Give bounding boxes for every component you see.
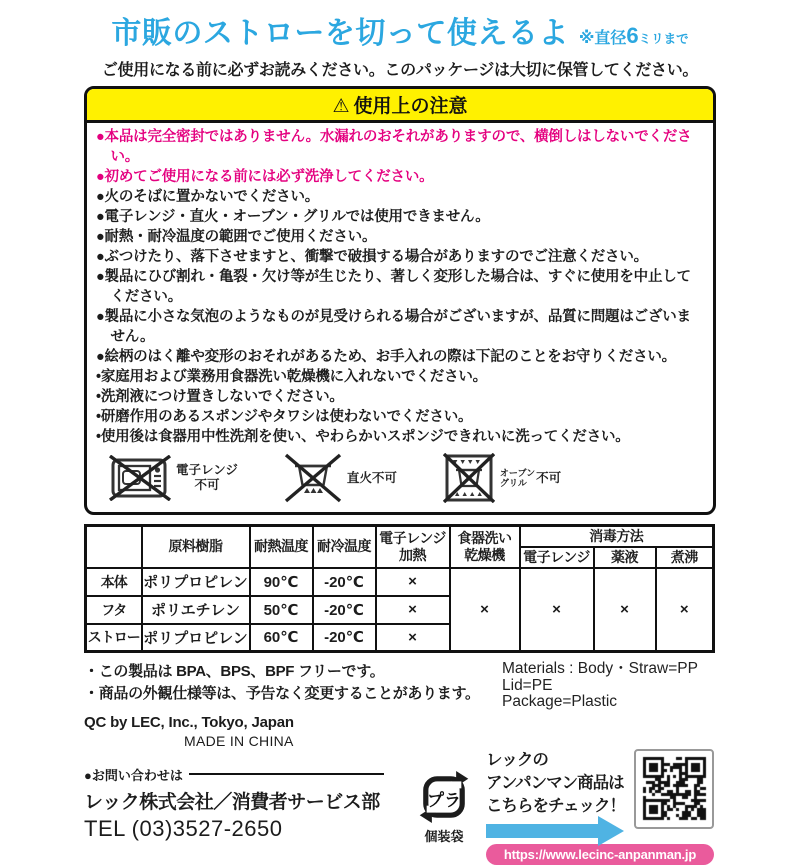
oven-grill-prohibited-label: オーブン グリル 不可 (499, 467, 562, 488)
cell-cold: -20℃ (313, 624, 376, 652)
note-item: ・商品の外観仕様等は、予告なく変更することがあります。 (84, 684, 480, 702)
cell-microwave-heat: × (376, 596, 450, 624)
col-header-cold: 耐冷温度 (313, 526, 376, 568)
caution-item: ●ぶつけたり、落下させますと、衝撃で破損する場合がありますのでご注意ください。 (96, 249, 648, 265)
caution-item: ●初めてご使用になる前には必ず洗浄してください。 (96, 169, 434, 185)
cell-heat: 60℃ (250, 624, 313, 652)
made-in-line: MADE IN CHINA (184, 732, 294, 749)
col-header-disinfection: 消毒方法 (520, 526, 714, 547)
phone-number: TEL (03)3527-2650 (84, 815, 283, 841)
notes-row (84, 661, 716, 711)
cell-heat: 90℃ (250, 568, 313, 596)
diameter-note-pre: ※直径 (578, 30, 627, 47)
diameter-note-unit: ミリまで (638, 32, 689, 46)
caution-list (87, 127, 713, 447)
plastic-recycle-icon (418, 771, 470, 823)
cell-disinfect-microwave: × (520, 568, 594, 652)
promo-line: こちらをチェック！ (486, 796, 626, 815)
caution-title-text: 使用上の注意 (353, 96, 468, 117)
spec-row-body (86, 568, 714, 596)
origin-info (84, 714, 716, 749)
cell-material: ポリエチレン (142, 596, 250, 624)
contact-block (84, 765, 384, 842)
microwave-prohibited-label: 電子レンジ 不可 (176, 463, 238, 492)
header-area (84, 8, 716, 52)
recycle-material-label: プラ (427, 790, 461, 810)
caution-item: ●火のそばに置かないでください。 (96, 189, 320, 205)
caution-item: ●絵柄のはく離や変形のおそれがあるため、お手入れの際は下記のことをお守りください。 (96, 349, 676, 365)
caution-subitem: •家庭用および業務用食器洗い乾燥機に入れないでください。 (96, 369, 487, 385)
materials-info (502, 661, 698, 711)
caution-item: ●製品にひび割れ・亀裂・欠け等が生じたり、著しく変形した場合は、すぐに使用を中止してください。 (96, 269, 691, 305)
caution-box-title (87, 89, 713, 123)
row-label-lid: フタ (86, 596, 142, 624)
caution-subitem: •使用後は食器用中性洗剤を使い、やわらかいスポンジできれいに洗ってください。 (96, 429, 630, 445)
materials-line: Lid=PE (502, 676, 553, 694)
col-header-microwave-heating: 電子レンジ 加熱 (376, 526, 450, 568)
microwave-prohibited (109, 455, 238, 501)
product-notes (84, 661, 502, 711)
package-type-label: 個装袋 (424, 828, 464, 844)
qc-line: QC by LEC, Inc., Tokyo, Japan (84, 713, 294, 731)
contact-heading-row (84, 765, 384, 784)
cell-disinfect-boil: × (656, 568, 714, 652)
caution-item: ●本品は完全密封ではありません。水漏れのおそれがありますので、横倒しはしないでください。 (96, 129, 692, 165)
cell-material: ポリプロピレン (142, 568, 250, 596)
company-name: レック株式会社／消費者サービス部 (84, 791, 380, 813)
open-flame-prohibited-icon (284, 453, 342, 503)
row-label-body: 本体 (86, 568, 142, 596)
col-header-dishwasher: 食器洗い 乾燥機 (450, 526, 520, 568)
warning-triangle-icon: ⚠ (332, 96, 350, 117)
note-item: ・この製品は BPA、BPS、BPF フリーです。 (84, 663, 385, 681)
promo-block (486, 749, 716, 865)
cell-cold: -20℃ (313, 596, 376, 624)
recycle-block (408, 765, 480, 845)
caution-item: ●耐熱・耐冷温度の範囲でご使用ください。 (96, 229, 377, 245)
cell-dishwasher: × (450, 568, 520, 652)
qr-code (640, 754, 709, 823)
col-header-disinfect-boil: 煮沸 (656, 547, 714, 568)
heading-rule (189, 773, 384, 775)
materials-line: Package=Plastic (502, 693, 618, 711)
row-label-straw: ストロー (86, 624, 142, 652)
caution-item: ●電子レンジ・直火・オーブン・グリルでは使用できません。 (96, 209, 490, 225)
cell-disinfect-chemical: × (594, 568, 656, 652)
col-header-disinfect-chemical: 薬液 (594, 547, 656, 568)
caution-subitem: •研磨作用のあるスポンジやタワシは使わないでください。 (96, 409, 473, 425)
oven-grill-prohibited (443, 453, 561, 503)
cell-heat: 50℃ (250, 596, 313, 624)
oven-grill-prohibited-icon (443, 453, 495, 503)
open-flame-prohibited (284, 453, 397, 503)
cell-microwave-heat: × (376, 624, 450, 652)
col-header-disinfect-microwave: 電子レンジ (520, 547, 594, 568)
promo-text (486, 749, 630, 838)
cell-cold: -20℃ (313, 568, 376, 596)
url-pill[interactable]: https://www.lecinc-anpanman.jp (486, 844, 714, 865)
diameter-note (579, 23, 689, 49)
contact-heading: ●お問い合わせは (84, 767, 183, 783)
promo-line: アンパンマン商品は (486, 773, 624, 792)
diameter-note-number: 6 (626, 23, 639, 48)
qr-code-frame (634, 749, 714, 829)
footer-row (84, 750, 716, 865)
cell-microwave-heat: × (376, 568, 450, 596)
page-title: 市販のストローを切って使えるよ (111, 17, 569, 50)
caution-subitem: •洗剤液につけ置きしないでください。 (96, 389, 344, 405)
promo-arrow (486, 824, 598, 838)
package-back-label (84, 0, 716, 865)
caution-item: ●製品に小さな気泡のようなものが見受けられる場合がございますが、品質に問題はございません。 (96, 309, 691, 345)
col-header-material: 原料樹脂 (142, 526, 250, 568)
col-header-part (86, 526, 142, 568)
read-before-use-note: ご使用になる前に必ずお読みください。このパッケージは大切に保管してください。 (101, 62, 699, 79)
materials-line: Materials : Body・Straw=PP (502, 660, 698, 678)
microwave-prohibited-icon (109, 455, 171, 501)
open-flame-prohibited-label: 直火不可 (346, 470, 397, 485)
cell-material: ポリプロピレン (142, 624, 250, 652)
spec-table (84, 524, 715, 653)
caution-box (84, 86, 716, 515)
prohibition-icons-row (87, 447, 713, 512)
col-header-heat: 耐熱温度 (250, 526, 313, 568)
promo-line: レックの (486, 750, 548, 769)
